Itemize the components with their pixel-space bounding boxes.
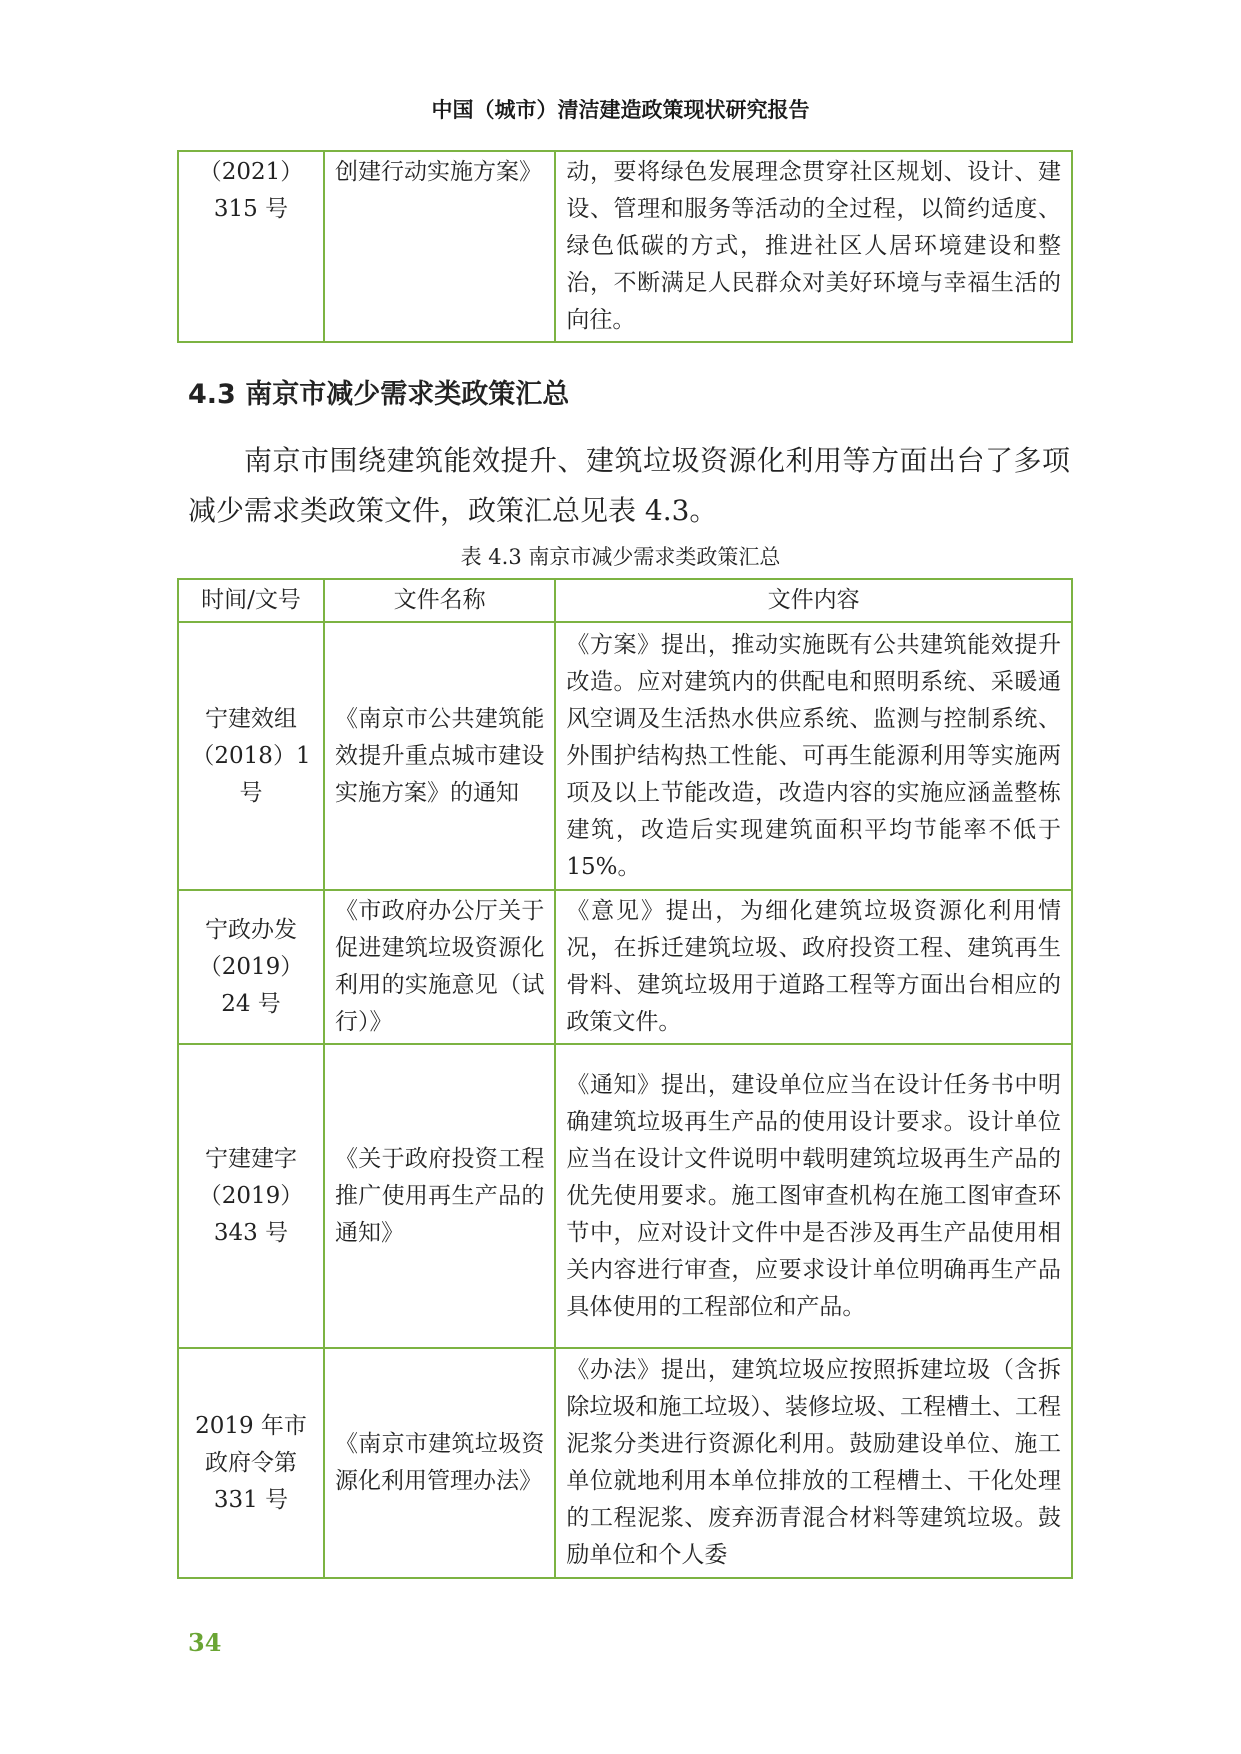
doc-name-cell: 《南京市建筑垃圾资源化利用管理办法》 bbox=[324, 1348, 555, 1578]
table-header-row bbox=[178, 579, 1072, 622]
column-header-number: 时间/文号 bbox=[178, 579, 324, 622]
doc-number-cell: （2021）315 号 bbox=[178, 151, 324, 342]
table-caption: 表 4.3 南京市减少需求类政策汇总 bbox=[460, 545, 781, 569]
doc-content-cell: 《办法》提出，建筑垃圾应按照拆建垃圾（含拆除垃圾和施工垃圾）、装修垃圾、工程槽土、工程泥浆分类进行资源化利用。鼓励建设单位、施工单位就地利用本单位排放的工程槽土、干化处理的工程泥浆、废弃沥青混合材料等建筑垃圾。鼓励单位和个人委 bbox=[555, 1348, 1072, 1578]
continuation-table bbox=[177, 150, 1073, 343]
table-row bbox=[178, 1348, 1072, 1578]
doc-content-cell: 《方案》提出，推动实施既有公共建筑能效提升改造。应对建筑内的供配电和照明系统、采暖通风空调及生活热水供应系统、监测与控制系统、外围护结构热工性能、可再生能源利用等实施两项及以上节能改造，改造内容的实施应涵盖整栋建筑，改造后实现建筑面积平均节能率不低于 15%。 bbox=[555, 622, 1072, 890]
doc-name-cell: 创建行动实施方案》 bbox=[324, 151, 555, 342]
page-number: 34 bbox=[188, 1628, 222, 1657]
section-heading: 4.3 南京市减少需求类政策汇总 bbox=[188, 379, 570, 410]
running-header: 中国（城市）清洁建造政策现状研究报告 bbox=[431, 98, 810, 122]
doc-content-cell: 《意见》提出，为细化建筑垃圾资源化利用情况，在拆迁建筑垃圾、政府投资工程、建筑再生骨料、建筑垃圾用于道路工程等方面出台相应的政策文件。 bbox=[555, 890, 1072, 1044]
doc-content-cell: 动，要将绿色发展理念贯穿社区规划、设计、建设、管理和服务等活动的全过程，以简约适度、绿色低碳的方式，推进社区人居环境建设和整治，不断满足人民群众对美好环境与幸福生活的向往。 bbox=[555, 151, 1072, 342]
doc-number-cell: 2019 年市政府令第 331 号 bbox=[178, 1348, 324, 1578]
column-header-name: 文件名称 bbox=[324, 579, 555, 622]
doc-number-cell: 宁建效组（2018）1 号 bbox=[178, 622, 324, 890]
doc-number-cell: 宁政办发（2019）24 号 bbox=[178, 890, 324, 1044]
body-paragraph: 南京市围绕建筑能效提升、建筑垃圾资源化利用等方面出台了多项减少需求类政策文件，政策汇总见表 4.3。 bbox=[188, 444, 1070, 527]
doc-name-cell: 《关于政府投资工程推广使用再生产品的通知》 bbox=[324, 1044, 555, 1348]
doc-name-cell: 《南京市公共建筑能效提升重点城市建设实施方案》的通知 bbox=[324, 622, 555, 890]
policy-table bbox=[177, 578, 1073, 1579]
table-row bbox=[178, 622, 1072, 890]
doc-name-cell: 《市政府办公厅关于促进建筑垃圾资源化利用的实施意见（试行）》 bbox=[324, 890, 555, 1044]
table-row bbox=[178, 890, 1072, 1044]
table-row bbox=[178, 1044, 1072, 1348]
table-row bbox=[178, 151, 1072, 342]
doc-number-cell: 宁建建字（2019）343 号 bbox=[178, 1044, 324, 1348]
doc-content-cell: 《通知》提出，建设单位应当在设计任务书中明确建筑垃圾再生产品的使用设计要求。设计单位应当在设计文件说明中载明建筑垃圾再生产品的优先使用要求。施工图审查机构在施工图审查环节中，应对设计文件中是否涉及再生产品使用相关内容进行审查，应要求设计单位明确再生产品具体使用的工程部位和产品。 bbox=[555, 1044, 1072, 1348]
column-header-content: 文件内容 bbox=[555, 579, 1072, 622]
